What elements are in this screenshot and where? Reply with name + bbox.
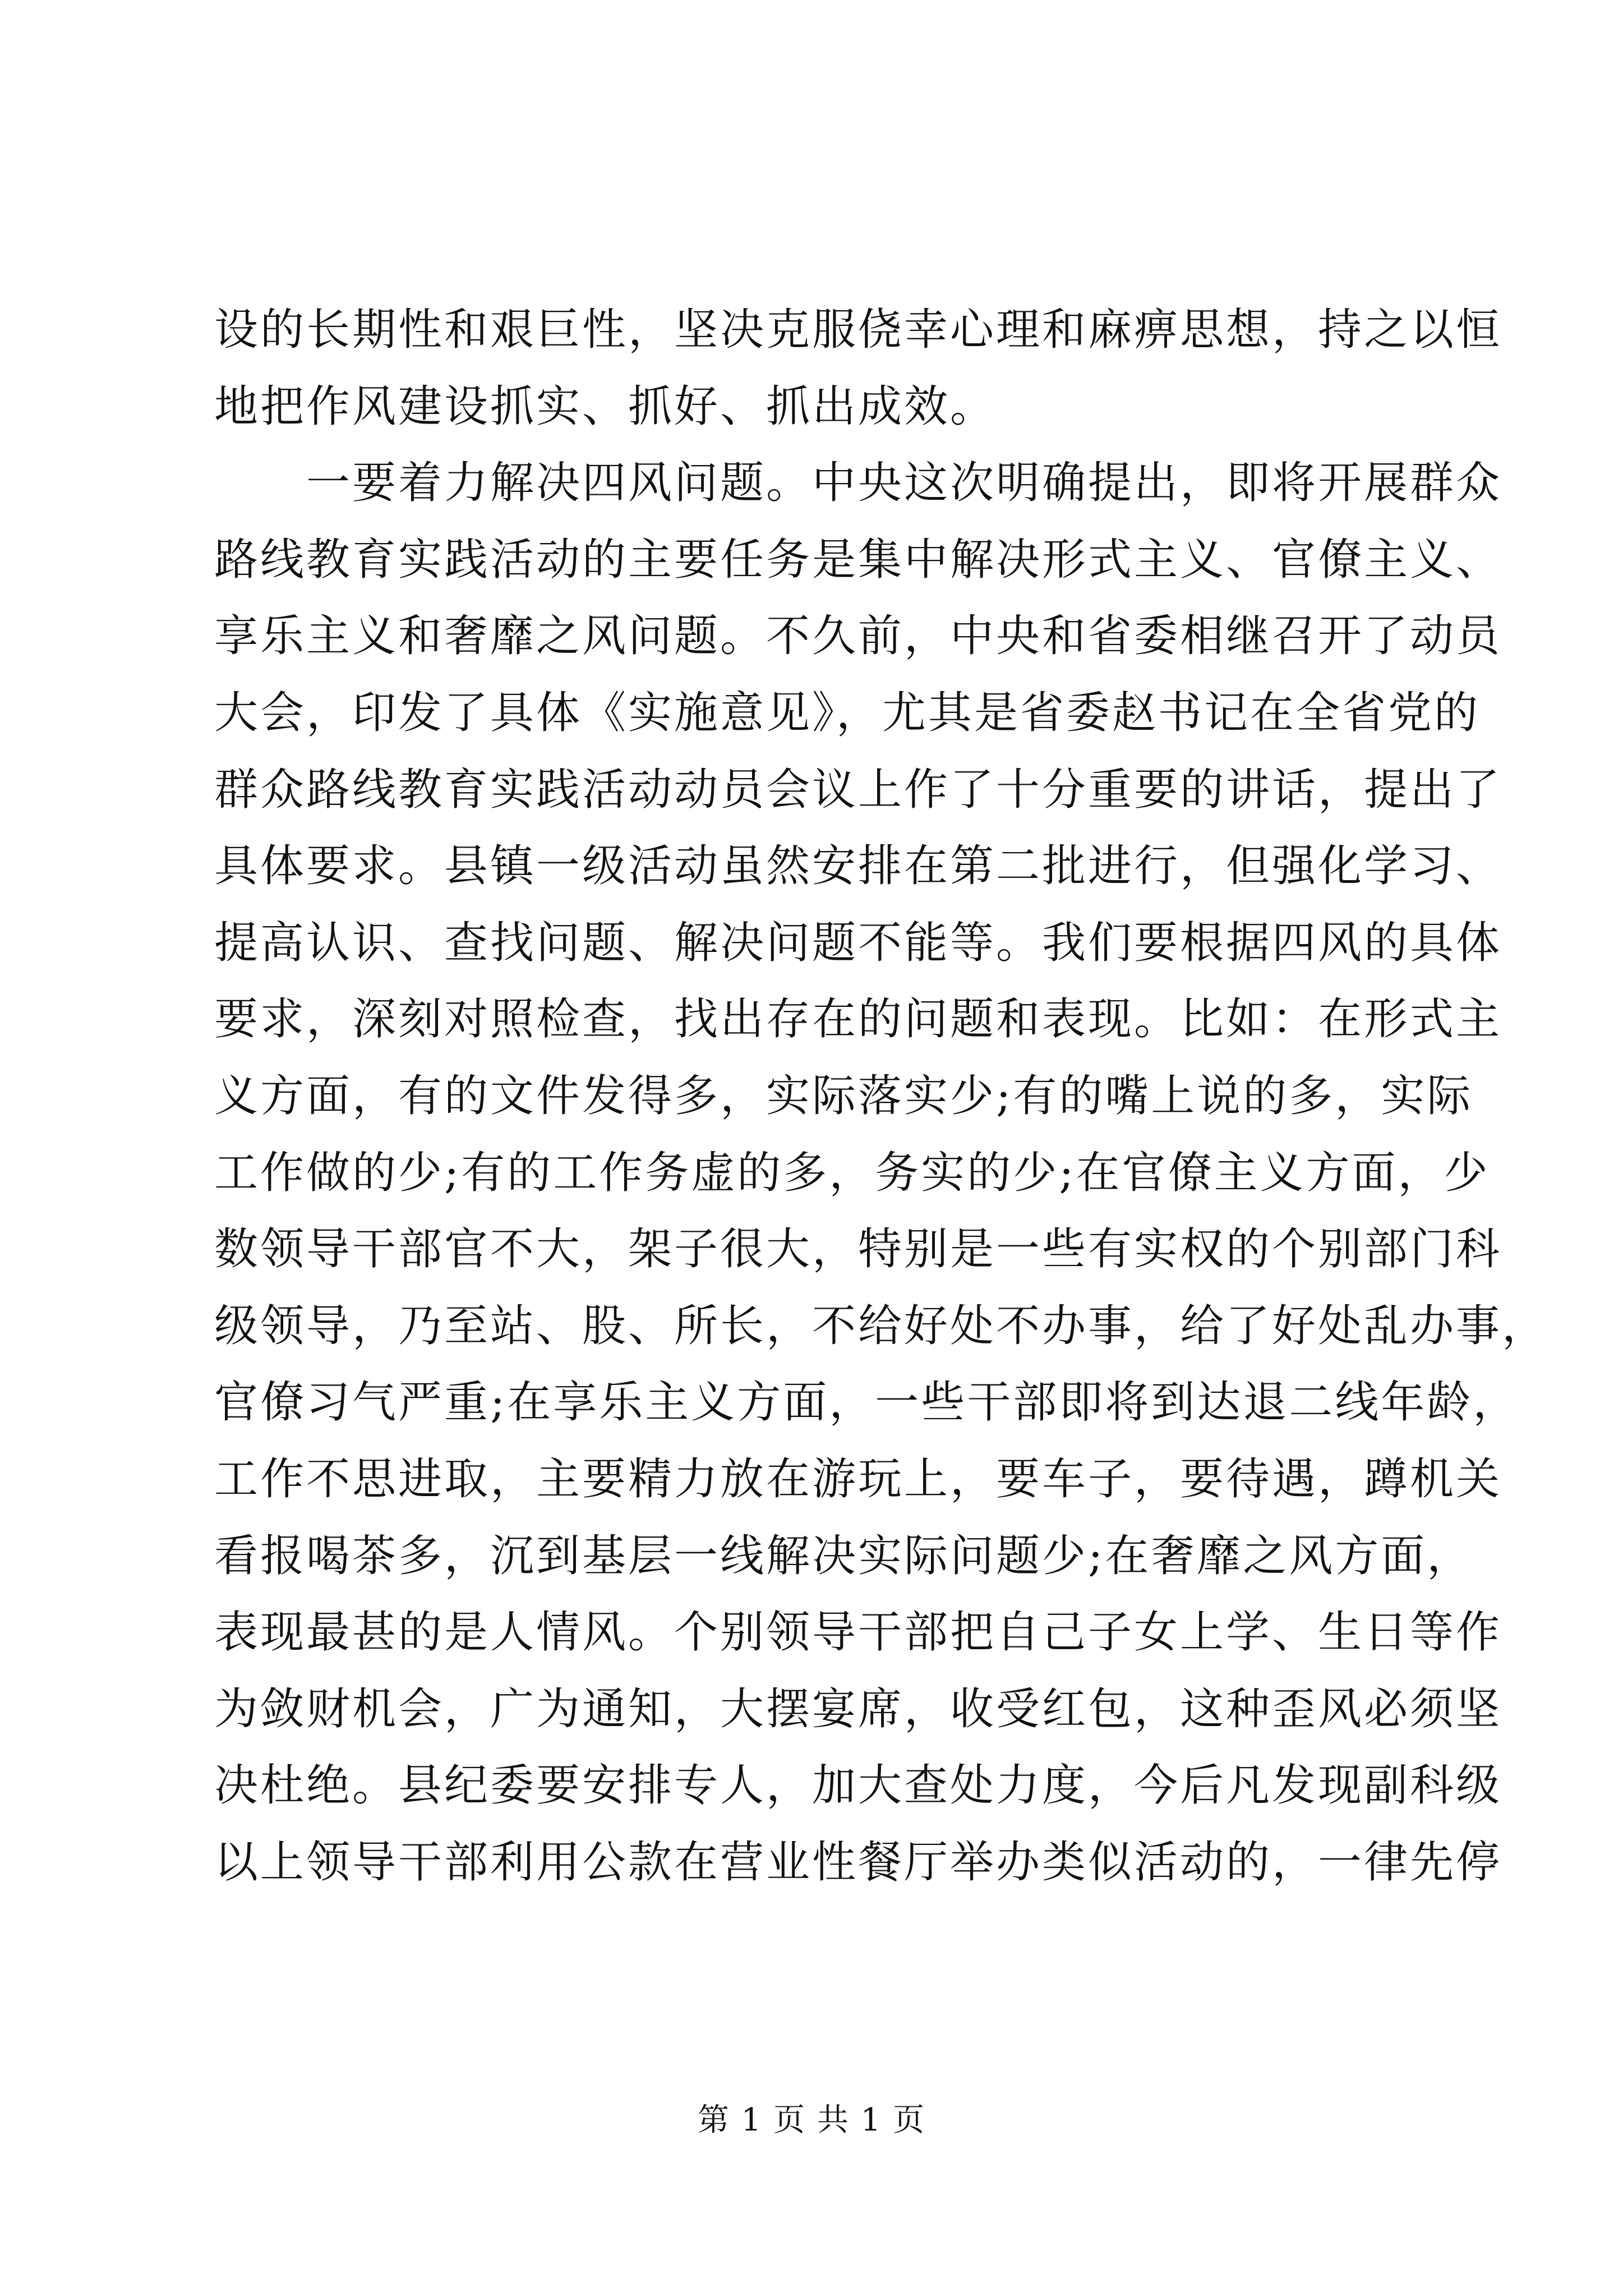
paragraph-start-line: 一要着力解决四风问题。中央这次明确提出，即将开展群众	[306, 458, 1502, 509]
text-line: 要求，深刻对照检查，找出存在的问题和表现。比如：在形式主	[214, 994, 1502, 1045]
text-line: 路线教育实践活动的主要任务是集中解决形式主义、官僚主义、	[214, 534, 1502, 585]
text-line: 官僚习气严重;在享乐主义方面，一些干部即将到达退二线年龄，	[214, 1377, 1519, 1428]
text-line: 数领导干部官不大，架子很大，特别是一些有实权的个别部门科	[214, 1224, 1502, 1275]
text-line: 级领导，乃至站、股、所长，不给好处不办事，给了好处乱办事，	[214, 1300, 1548, 1351]
text-line: 大会，印发了具体《实施意见》，尤其是省委赵书记在全省党的	[214, 687, 1481, 738]
text-line: 设的长期性和艰巨性，坚决克服侥幸心理和麻痹思想，持之以恒	[214, 305, 1502, 355]
body-text	[214, 292, 1548, 1901]
page-number-footer: 第 1 页 共 1 页	[697, 2102, 926, 2138]
text-line: 为敛财机会，广为通知，大摆宴席，收受红包，这种歪风必须坚	[214, 1683, 1502, 1734]
text-line: 以上领导干部利用公款在营业性餐厅举办类似活动的，一律先停	[214, 1837, 1502, 1888]
text-line: 工作不思进取，主要精力放在游玩上，要车子，要待遇，蹲机关	[214, 1453, 1502, 1504]
text-line: 享乐主义和奢靡之风问题。不久前，中央和省委相继召开了动员	[214, 611, 1502, 662]
text-line: 群众路线教育实践活动动员会议上作了十分重要的讲话，提出了	[214, 764, 1502, 815]
text-line: 提高认识、查找问题、解决问题不能等。我们要根据四风的具体	[214, 917, 1502, 968]
text-line: 义方面，有的文件发得多，实际落实少;有的嘴上说的多，实际	[214, 1070, 1473, 1121]
text-line: 地把作风建设抓实、抓好、抓出成效。	[214, 381, 997, 432]
text-line: 表现最甚的是人情风。个别领导干部把自己子女上学、生日等作	[214, 1607, 1502, 1658]
text-line: 工作做的少;有的工作务虚的多，务实的少;在官僚主义方面，少	[214, 1147, 1490, 1198]
text-line: 具体要求。县镇一级活动虽然安排在第二批进行，但强化学习、	[214, 841, 1502, 892]
text-line: 决杜绝。县纪委要安排专人，加大查处力度，今后凡发现副科级	[214, 1760, 1502, 1811]
text-line: 看报喝茶多，沉到基层一线解决实际问题少;在奢靡之风方面，	[214, 1530, 1473, 1581]
